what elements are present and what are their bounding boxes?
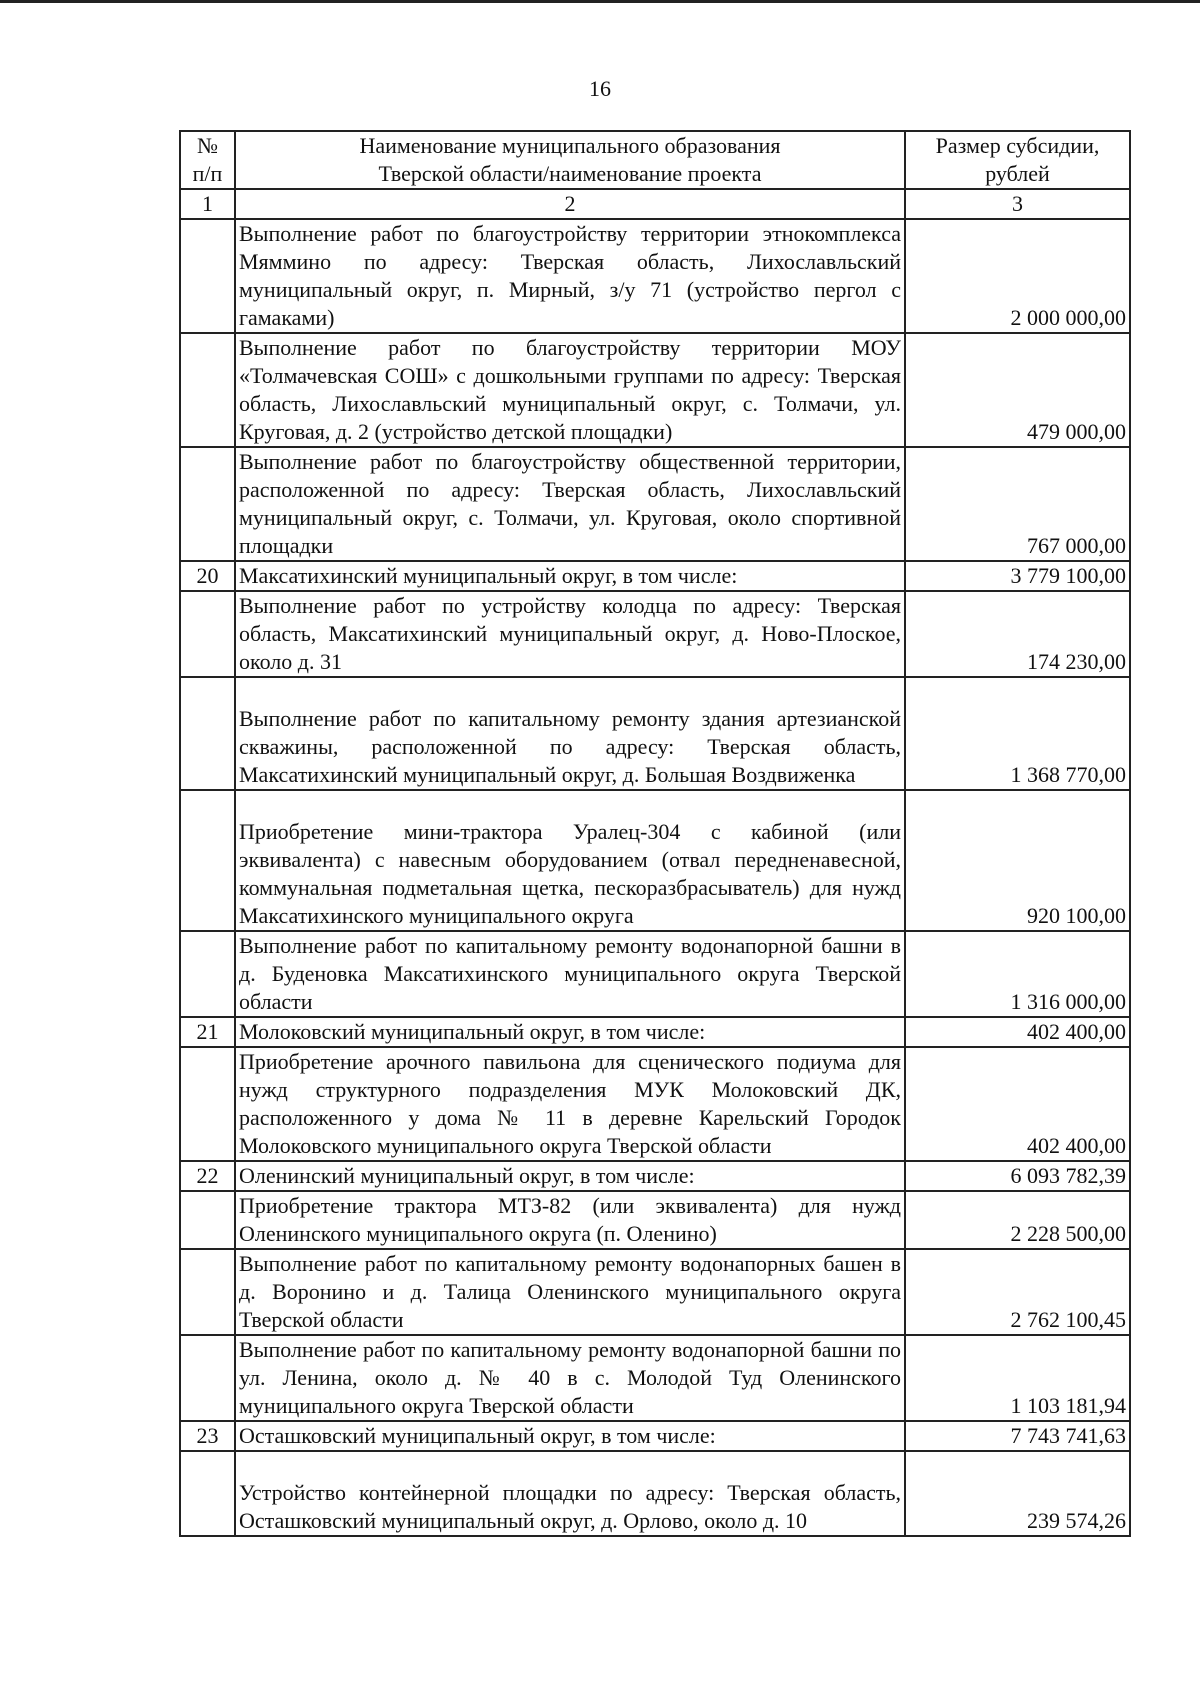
row-name: Оленинский муниципальный округ, в том числе: (235, 1161, 905, 1191)
header-num (180, 131, 235, 189)
row-name: Устройство контейнерной площадки по адресу: Тверская область, Осташковский муниципальный округ, д. Орлово, около д. 10 (235, 1451, 905, 1536)
row-name: Выполнение работ по капитальному ремонту водонапорной башни в д. Буденовка Максатихинского муниципального округа Тверской области (235, 931, 905, 1017)
header-amount (905, 131, 1130, 189)
table-row (180, 1191, 1130, 1249)
row-number (180, 1047, 235, 1161)
row-number: 21 (180, 1017, 235, 1047)
row-amount: 1 103 181,94 (905, 1335, 1130, 1421)
row-amount: 174 230,00 (905, 591, 1130, 677)
row-amount: 3 779 100,00 (905, 561, 1130, 591)
row-name: Приобретение трактора МТЗ-82 (или эквивалента) для нужд Оленинского муниципального округа (п. Оленино) (235, 1191, 905, 1249)
table-row (180, 1017, 1130, 1047)
row-name: Выполнение работ по благоустройству территории МОУ «Толмачевская СОШ» с дошкольными группами по адресу: Тверская область, Лихославльский муниципальный округ, с. Толмачи, ул. Круговая, д. 2 (устройство детской площадки) (235, 333, 905, 447)
table-row (180, 561, 1130, 591)
row-number (180, 219, 235, 333)
row-amount: 920 100,00 (905, 790, 1130, 931)
header-name-line1: Наименование муниципального образования (359, 133, 781, 158)
table-row (180, 931, 1130, 1017)
row-number (180, 1451, 235, 1536)
header-name (235, 131, 905, 189)
row-amount: 239 574,26 (905, 1451, 1130, 1536)
page-number: 16 (589, 76, 611, 101)
table-row (180, 1161, 1130, 1191)
table-row (180, 1249, 1130, 1335)
row-name: Выполнение работ по капитальному ремонту водонапорной башни по ул. Ленина, около д. № 40 в с. Молодой Туд Оленинского муниципального округа Тверской области (235, 1335, 905, 1421)
row-amount: 2 000 000,00 (905, 219, 1130, 333)
row-name: Молоковский муниципальный округ, в том числе: (235, 1017, 905, 1047)
row-name: Выполнение работ по капитальному ремонту здания артезианской скважины, расположенной по адресу: Тверская область, Максатихинский муниципальный округ, д. Большая Воздвиженка (235, 677, 905, 790)
row-amount: 767 000,00 (905, 447, 1130, 561)
row-number: 22 (180, 1161, 235, 1191)
row-amount: 402 400,00 (905, 1047, 1130, 1161)
row-amount: 1 368 770,00 (905, 677, 1130, 790)
table-row (180, 1451, 1130, 1536)
row-number (180, 333, 235, 447)
row-amount: 6 093 782,39 (905, 1161, 1130, 1191)
row-name: Выполнение работ по благоустройству общественной территории, расположенной по адресу: Тверская область, Лихославльский муниципальный округ, с. Толмачи, ул. Круговая, около спортивной площадки (235, 447, 905, 561)
table-row (180, 1335, 1130, 1421)
column-index-row (180, 189, 1130, 219)
table-row (180, 447, 1130, 561)
row-name: Осташковский муниципальный округ, в том числе: (235, 1421, 905, 1451)
header-num-line2: п/п (192, 161, 223, 186)
row-number (180, 591, 235, 677)
header-num-line1: № (197, 133, 218, 158)
row-number (180, 447, 235, 561)
row-name: Максатихинский муниципальный округ, в том числе: (235, 561, 905, 591)
header-amount-line2: рублей (985, 161, 1050, 186)
header-name-line2: Тверской области/наименование проекта (378, 161, 762, 186)
row-name: Приобретение мини-трактора Уралец-304 с кабиной (или эквивалента) с навесным оборудованием (отвал передненавесной, коммунальная подметальная щетка, пескоразбрасыватель) для нужд Максатихинского муниципального округа (235, 790, 905, 931)
row-number (180, 1249, 235, 1335)
table-row (180, 1047, 1130, 1161)
table-row (180, 333, 1130, 447)
row-name: Выполнение работ по благоустройству территории этнокомплекса Мяммино по адресу: Тверская область, Лихославльский муниципальный округ, п. Мирный, з/у 71 (устройство пергол с гамаками) (235, 219, 905, 333)
scan-top-edge (0, 0, 1200, 3)
column-index: 1 (180, 189, 235, 219)
row-number (180, 790, 235, 931)
row-number: 23 (180, 1421, 235, 1451)
subsidy-table (179, 130, 1131, 1537)
row-amount: 479 000,00 (905, 333, 1130, 447)
row-number (180, 931, 235, 1017)
table-row (180, 790, 1130, 931)
row-name: Выполнение работ по капитальному ремонту водонапорных башен в д. Воронино и д. Талица Оленинского муниципального округа Тверской области (235, 1249, 905, 1335)
row-number (180, 677, 235, 790)
row-number (180, 1191, 235, 1249)
row-name: Выполнение работ по устройству колодца по адресу: Тверская область, Максатихинский муниципальный округ, д. Ново-Плоское, около д. 31 (235, 591, 905, 677)
row-number: 20 (180, 561, 235, 591)
row-amount: 2 762 100,45 (905, 1249, 1130, 1335)
table-row (180, 677, 1130, 790)
row-number (180, 1335, 235, 1421)
column-index: 2 (235, 189, 905, 219)
column-index: 3 (905, 189, 1130, 219)
table-row (180, 1421, 1130, 1451)
row-amount: 7 743 741,63 (905, 1421, 1130, 1451)
row-amount: 1 316 000,00 (905, 931, 1130, 1017)
table-row (180, 591, 1130, 677)
row-name: Приобретение арочного павильона для сценического подиума для нужд структурного подразделения МУК Молоковский ДК, расположенного у дома № 11 в деревне Карельский Городок Молоковского муниципального округа Тверской области (235, 1047, 905, 1161)
header-amount-line1: Размер субсидии, (935, 133, 1100, 158)
table-row (180, 219, 1130, 333)
row-amount: 402 400,00 (905, 1017, 1130, 1047)
header-row (180, 131, 1130, 189)
row-amount: 2 228 500,00 (905, 1191, 1130, 1249)
